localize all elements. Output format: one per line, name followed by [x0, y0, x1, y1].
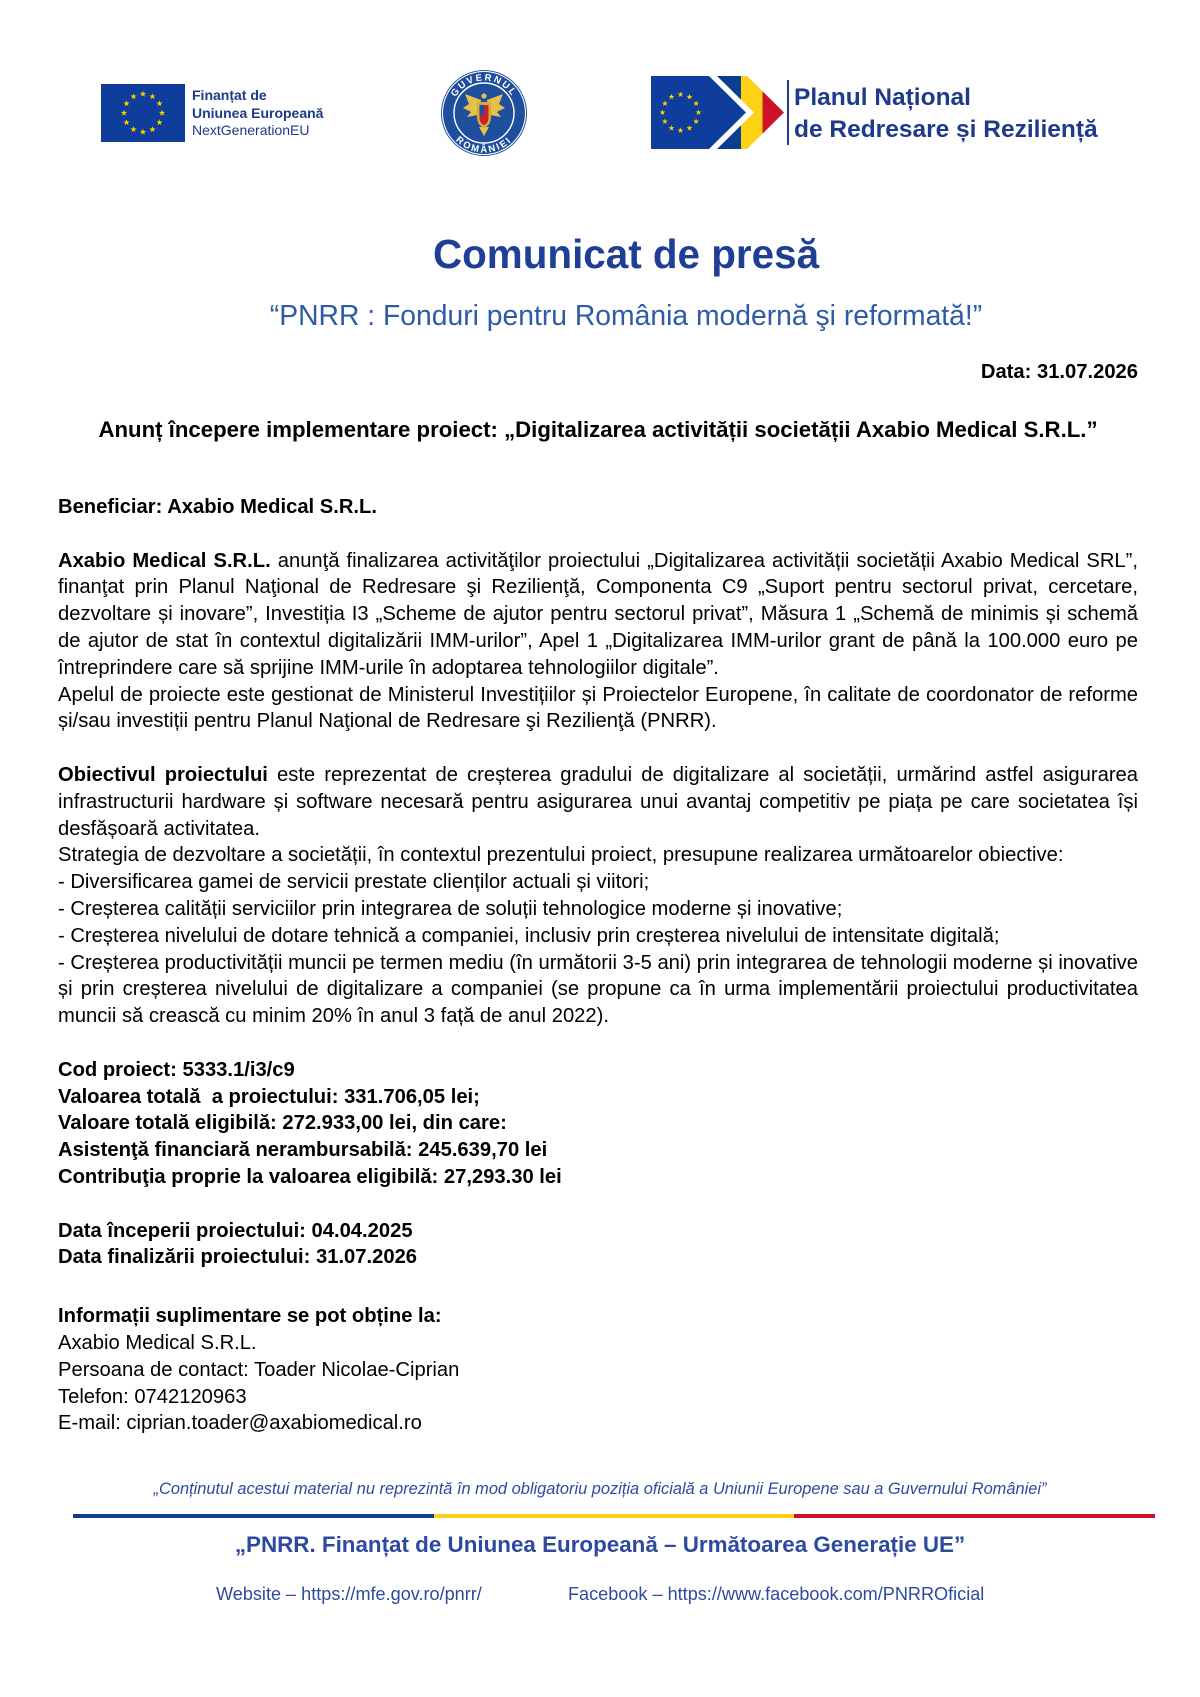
intro-lead: Axabio Medical S.R.L. [58, 549, 271, 572]
footer-slogan: „PNRR. Finanțat de Uniunea Europeană – Următoarea Generație UE” [234, 1532, 966, 1557]
release-date: Data: 31.07.2026 [980, 360, 1138, 383]
contact-email: E-mail: ciprian.toader@axabiomedical.ro [58, 1412, 422, 1435]
project-grant-value: Asistenţă financiară nerambursabilă: 245.639,70 lei [58, 1139, 548, 1162]
seal-top-text: GUVERNUL [448, 72, 520, 99]
pnrr-logo-divider [787, 80, 789, 145]
intro-paragraph [58, 548, 1138, 682]
contact-heading: Informații suplimentare se pot obține la: [58, 1305, 442, 1328]
strategy-item: - Diversificarea gamei de servicii prestate clienților actuali și viitori; [58, 871, 650, 894]
eu-flag-logo [101, 84, 185, 142]
pnrr-logo-line-2: de Redresare și Reziliență [794, 116, 1098, 143]
project-eligible-value: Valoare totală eligibilă: 272.933,00 lei, din care: [58, 1112, 507, 1135]
eu-funding-logo-text [192, 87, 323, 140]
project-total-value: Valoarea totală a proiectului: 331.706,05 lei; [58, 1085, 480, 1108]
eu-logo-line-3: NextGenerationEU [192, 122, 310, 139]
page-title: Comunicat de presă [432, 231, 820, 277]
tricolor-yellow-segment [434, 1514, 795, 1518]
seal-bottom-text: ROMÂNIEI [453, 134, 515, 156]
eu-logo-line-2: Uniunea Europeană [192, 104, 324, 121]
contact-company: Axabio Medical S.R.L. [58, 1331, 257, 1354]
project-own-contribution: Contribuţia proprie la valoarea eligibilă: 27,293.30 lei [58, 1165, 562, 1188]
strategy-item: - Creșterea nivelului de dotare tehnică a companiei, inclusiv prin creșterea nivelului de intensitate digitală; [58, 924, 1000, 947]
tricolor-red-segment [794, 1514, 1155, 1518]
strategy-item: - Creșterea productivității muncii pe termen mediu (în următorii 3-5 ani) prin integrarea de tehnologii moderne și inovative și prin creșterea nivelului de digitalizare a companiei (se propune ca în urma implementării proiectului productivitatea muncii să crească cu minim 20% în anul 3 față de anul 2022). [58, 951, 1138, 1028]
tricolor-blue-segment [73, 1514, 434, 1518]
strategy-intro: Strategia de dezvoltare a societății, în contextul prezentului proiect, presupune realizarea următoarelor obiective: [58, 844, 1064, 867]
eu-logo-line-1: Finanțat de [192, 87, 267, 103]
call-management-paragraph: Apelul de proiecte este gestionat de Ministerul Investițiilor și Proiectelor Europene, în calitate de coordonator de reforme și/sau investiții pentru Planul Naţional de Redresare şi Rezilienţă (PNRR). [58, 683, 1138, 733]
website-link[interactable]: Website – https://mfe.gov.ro/pnrr/ [216, 1584, 482, 1604]
press-release-body [58, 494, 1138, 1437]
objective-lead: Obiectivul proiectului [58, 763, 268, 786]
intro-text: anunţă finalizarea activităţilor proiectului „Digitalizarea activității societății Axabio Medical SRL”, finanţat prin Planul Naţional de Redresare şi Rezilienţă, Componenta C9 „Suport pentru sectorul privat, cercetare, dezvoltare și inovare”, Investiția I3 „Scheme de ajutor pentru sectorul privat”, Măsura 1 „Schemă de minimis și schemă de ajutor de stat în contextul digitalizării IMM-urilor”, Apel 1 „Digitalizarea IMM-urilor grant de până la 100.000 euro pe întreprindere care să sprijine IMM-urile în adoptarea tehnologiilor digitale”. [58, 549, 1138, 679]
pnrr-logo-mark [651, 76, 784, 149]
beneficiary-line: Beneficiar: Axabio Medical S.R.L. [58, 496, 377, 518]
contact-person: Persoana de contact: Toader Nicolae-Ciprian [58, 1358, 460, 1381]
project-start-date: Data începerii proiectului: 04.04.2025 [58, 1219, 413, 1242]
footer-tricolor-rule [73, 1514, 1155, 1518]
page-subtitle: “PNRR : Fonduri pentru România modernă şi reformată!” [269, 299, 983, 331]
objective-text: este reprezentat de creșterea gradului de digitalizare al societății, urmărind astfel asigurarea infrastructurii hardware și software necesară pentru asigurarea unui avantaj competitiv pe piața pe care societatea își desfășoară activitatea. [58, 763, 1138, 840]
facebook-link[interactable]: Facebook – https://www.facebook.com/PNRROficial [568, 1584, 985, 1604]
announcement-heading: Anunț începere implementare proiect: „Digitalizarea activității societății Axabio Medical S.R.L.” [98, 417, 1098, 442]
project-end-date: Data finalizării proiectului: 31.07.2026 [58, 1246, 418, 1269]
pnrr-logo-line-1: Planul Național [794, 84, 971, 111]
project-code: Cod proiect: 5333.1/i3/c9 [58, 1058, 295, 1081]
strategy-item: - Creșterea calității serviciilor prin integrarea de soluții tehnologice moderne și inovative; [58, 897, 843, 920]
footer-disclaimer: „Conținutul acestui material nu reprezintă în mod obligatoriu poziția oficială a Uniunii Europene sau a Guvernului României” [153, 1480, 1047, 1498]
contact-phone: Telefon: 0742120963 [58, 1385, 247, 1408]
government-seal-logo [441, 70, 527, 156]
objective-paragraph [58, 762, 1138, 842]
